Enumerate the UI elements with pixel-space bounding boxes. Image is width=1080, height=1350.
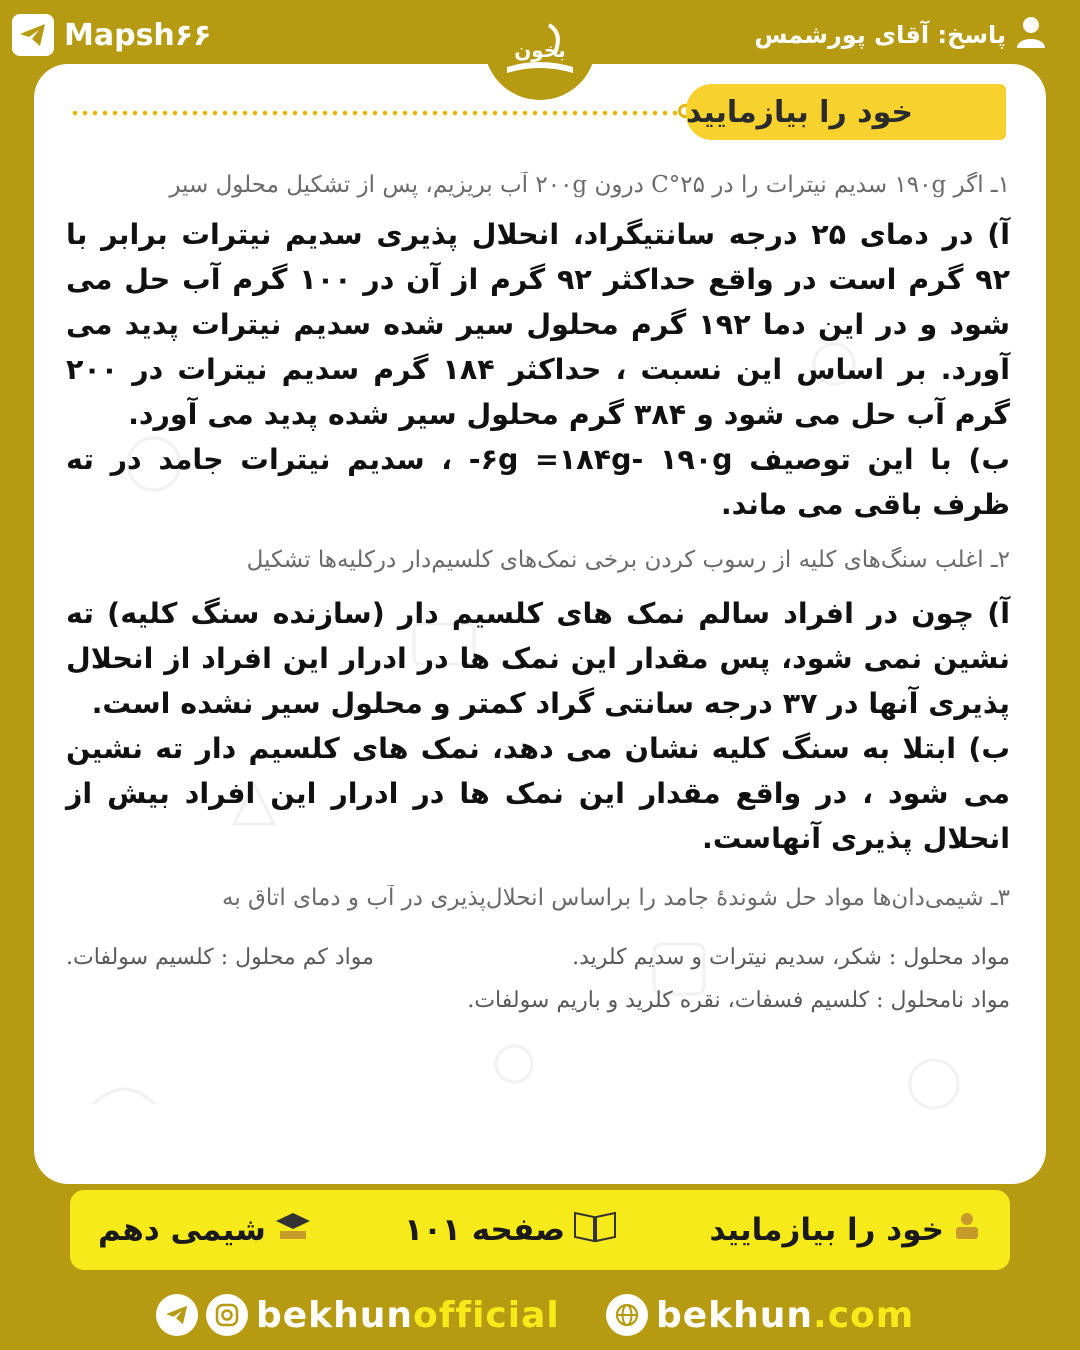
telegram-icon <box>156 1294 198 1336</box>
content-card <box>34 64 1046 1184</box>
graduation-cap-icon <box>274 1211 312 1249</box>
telegram-channel[interactable] <box>12 14 211 56</box>
footer-topic-label: خود را بیازمایید <box>709 1212 944 1248</box>
content-body <box>66 164 1010 1013</box>
website-link[interactable] <box>606 1294 914 1336</box>
bekhun-logo <box>484 6 596 100</box>
solubility-list <box>66 945 1010 1013</box>
footer-subject <box>98 1211 312 1249</box>
soluble-materials: مواد محلول : شکر، سدیم نیترات و سدیم کلرید. <box>572 945 1010 970</box>
answer-1a: آ) در دمای ۲۵ درجه سانتیگراد، انحلال پذیری سدیم نیترات برابر با ۹۲ گرم است در واقع حداکثر ۹۲ گرم از آن در ۱۰۰ گرم آب حل می شود و در این دما ۱۹۲ گرم محلول سیر شده سدیم نیترات پدید می آورد. بر اساس این نسبت ، حداکثر ۱۸۴ گرم سدیم نیترات در ۲۰۰ گرم آب حل می شود و ۳۸۴ گرم محلول سیر شده پدید می آورد. <box>66 218 1011 431</box>
social-handle-text: bekhunofficial <box>256 1294 560 1336</box>
website-text: bekhun.com <box>656 1294 915 1336</box>
bottom-bar <box>0 1288 1080 1348</box>
book-icon <box>573 1209 617 1251</box>
teacher-icon <box>952 1211 982 1249</box>
footer-bar <box>70 1190 1010 1270</box>
answer-2a: آ) چون در افراد سالم نمک های کلسیم دار (سازنده سنگ کلیه) ته نشین نمی شود، پس مقدار این نمک ها در ادرار این افراد از انحلال پذیری آنها در ۳۷ درجه سانتی گراد کمتر و محلول سیر نشده است. <box>66 597 1010 720</box>
footer-page-label: صفحه ۱۰۱ <box>404 1212 566 1248</box>
instagram-icon <box>206 1294 248 1336</box>
question-2: ۲ـ اغلب سنگ‌های کلیه از رسوب کردن برخی نمک‌های کلسیم‌دار درکلیه‌ها تشکیل <box>246 547 1010 573</box>
answer-1b: ب) با این توصیف ۶g =۱۸۴g- ۱۹۰g- ، سدیم نیترات جامد در ته ظرف باقی می ماند. <box>66 443 1011 521</box>
question-1: ۱ـ اگر ۱۹۰g سدیم نیترات را در ۲۵°C درون ۲۰۰g آب بریزیم، پس از تشکیل محلول سیر <box>169 172 1010 198</box>
social-handle[interactable] <box>156 1294 560 1336</box>
channel-name: Mapsh۶۶ <box>64 17 212 53</box>
answerer-name: پاسخ: آقای پورشمس <box>754 21 1006 49</box>
footer-topic <box>709 1211 982 1249</box>
answer-2b: ب) ابتلا به سنگ کلیه نشان می دهد، نمک های کلسیم دار ته نشین می شود ، در واقع مقدار این نمک ها در ادرار این افراد بیش از انحلال پذیری آنهاست. <box>66 732 1010 855</box>
footer-page <box>404 1209 617 1251</box>
telegram-icon <box>12 14 54 56</box>
section-title: خود را بیازمایید <box>686 84 1006 140</box>
footer-subject-label: شیمی دهم <box>98 1212 266 1248</box>
insoluble-materials: مواد نامحلول : کلسیم فسفات، نقره کلرید و باریم سولفات. <box>467 988 1010 1013</box>
user-icon <box>1016 16 1046 54</box>
logo-text: بخون <box>514 38 566 62</box>
logo-icon <box>497 17 583 89</box>
header-dotted-line <box>70 110 682 116</box>
slightly-soluble-materials: مواد کم محلول : کلسیم سولفات. <box>66 945 374 970</box>
answerer <box>754 16 1046 54</box>
question-3: ۳ـ شیمی‌دان‌ها مواد حل شوندهٔ جامد را براساس انحلال‌پذیری در آب و دمای اتاق به <box>222 885 1010 911</box>
globe-icon <box>606 1294 648 1336</box>
